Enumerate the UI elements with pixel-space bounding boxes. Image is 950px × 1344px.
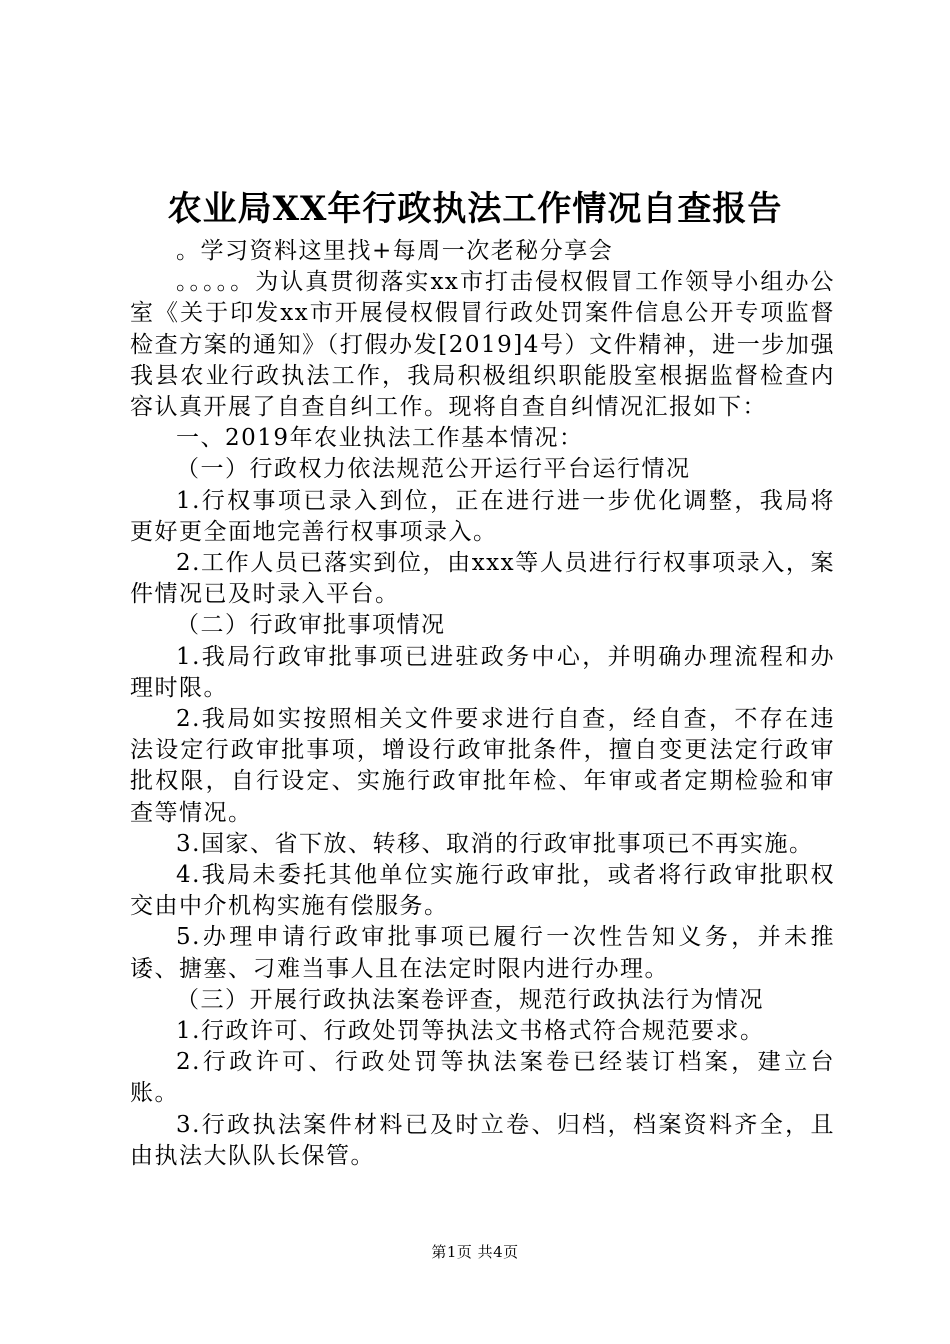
document-body [130, 236, 835, 1172]
paragraph-item: 2.行政许可、行政处罚等执法案卷已经装订档案，建立台账。 [130, 1049, 835, 1107]
document-title: 农业局XX年行政执法工作情况自查报告 [167, 189, 783, 229]
paragraph-intro: 。。。。。为认真贯彻落实xx市打击侵权假冒工作领导小组办公室《关于印发xx市开展侵权假冒行政处罚案件信息公开专项监督检查方案的通知》（打假办发[2019]4号）文件精神，进一步加强我县农业行政执法工作，我局积极组织职能股室根据监督检查内容认真开展了自查自纠工作。现将自查自纠情况汇报如下： [130, 269, 835, 421]
page-number-footer: 第1页 共4页 [431, 1243, 519, 1261]
paragraph-item: 1.行权事项已录入到位，正在进行进一步优化调整，我局将更好更全面地完善行权事项录入。 [130, 487, 835, 545]
paragraph-item: 2.我局如实按照相关文件要求进行自查，经自查，不存在违法设定行政审批事项，增设行政审批条件，擅自变更法定行政审批权限，自行设定、实施行政审批年检、年审或者定期检验和审查等情况。 [130, 706, 835, 826]
paragraph-item: 1.我局行政审批事项已进驻政务中心，并明确办理流程和办理时限。 [130, 643, 835, 701]
paragraph-intro-note: 。学习资料这里找+每周一次老秘分享会 [176, 238, 614, 264]
paragraph-item: 5.办理申请行政审批事项已履行一次性告知义务，并未推诿、搪塞、刁难当事人且在法定时限内进行办理。 [130, 924, 835, 982]
subsection-heading-3: （三）开展行政执法案卷评查，规范行政执法行为情况 [176, 986, 764, 1013]
subsection-heading-2: （二）行政审批事项情况 [176, 612, 446, 639]
paragraph-item: 3.国家、省下放、转移、取消的行政审批事项已不再实施。 [176, 830, 814, 857]
paragraph-item: 2.工作人员已落实到位，由xxx等人员进行行权事项录入，案件情况已及时录入平台。 [130, 550, 835, 608]
paragraph-item: 4.我局未委托其他单位实施行政审批，或者将行政审批职权交由中介机构实施有偿服务。 [130, 862, 835, 920]
subsection-heading-1: （一）行政权力依法规范公开运行平台运行情况 [176, 456, 691, 483]
paragraph-item: 1.行政许可、行政处罚等执法文书格式符合规范要求。 [176, 1018, 765, 1045]
section-heading-1: 一、2019年农业执法工作基本情况： [176, 425, 584, 452]
paragraph-item: 3.行政执法案件材料已及时立卷、归档，档案资料齐全，且由执法大队队长保管。 [130, 1111, 835, 1169]
